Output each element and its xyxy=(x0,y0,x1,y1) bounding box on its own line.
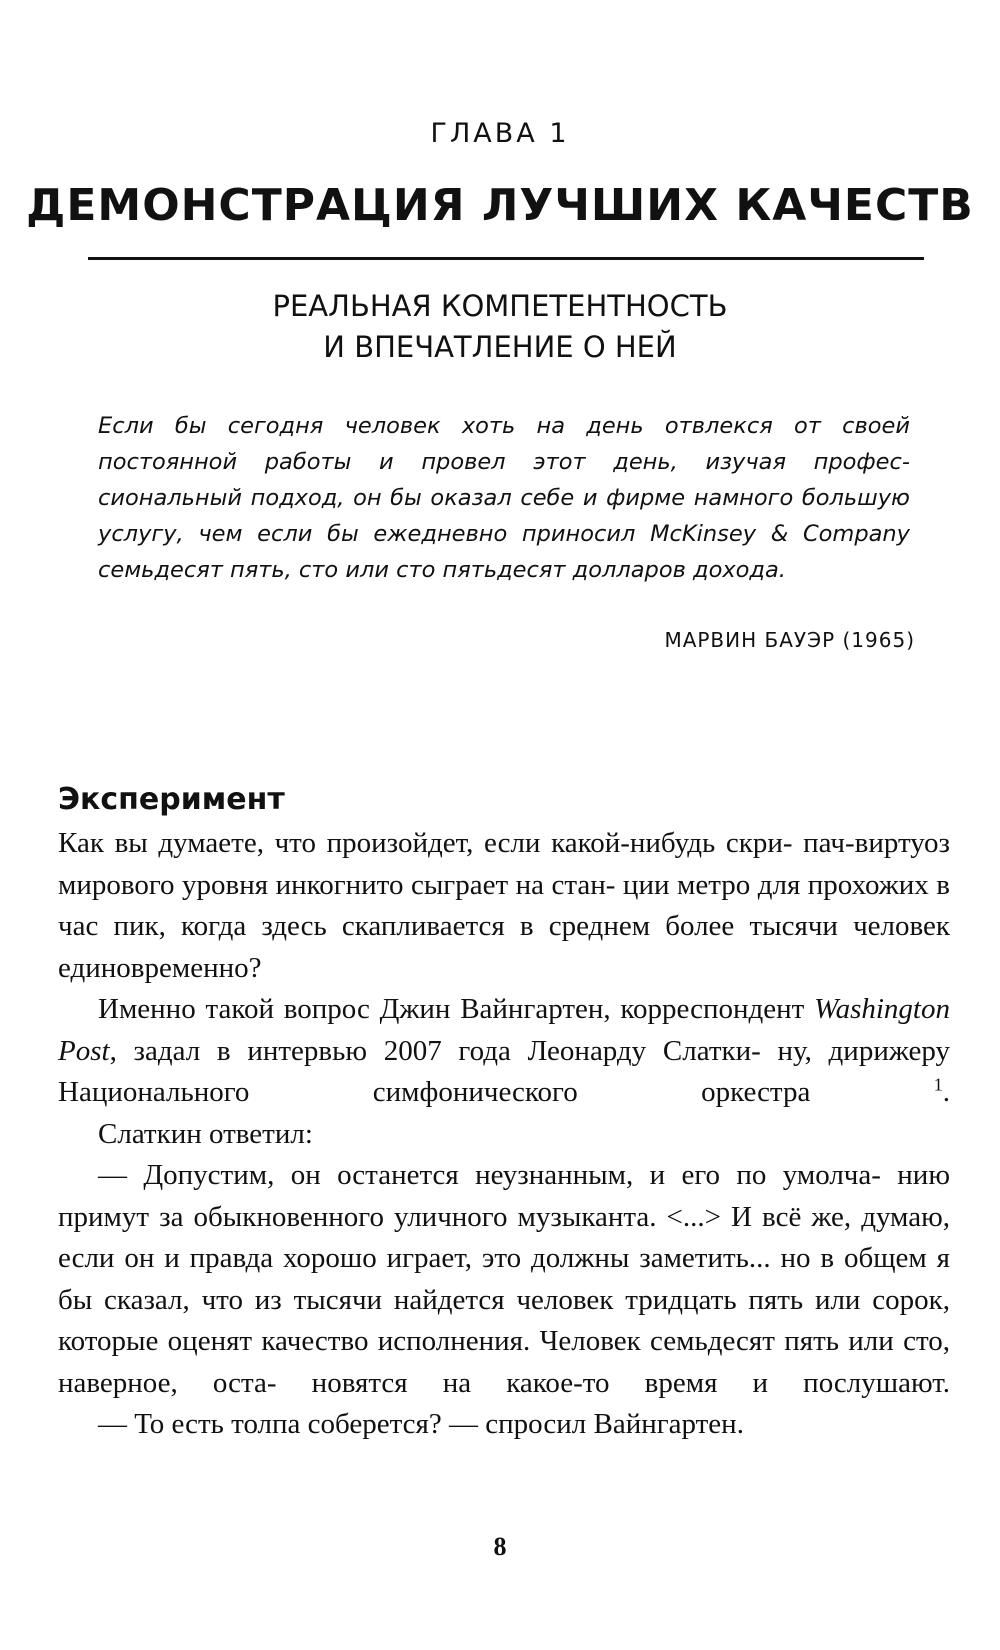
body-text xyxy=(58,823,950,1446)
paragraph-2-rest: , задал в интервью 2007 года Леонарду Слатки- ну, дирижеру Национального симфонического оркестра xyxy=(58,1034,950,1108)
footnote-reference[interactable]: 1 xyxy=(933,1074,943,1095)
paragraph-4: — Допустим, он останется неузнанным, и его по умолча- нию примут за обыкновенного уличного музыканта. <...> И всё же, думаю, если он и правда хорошо играет, это должны заметить... но в общем я бы сказал, что из тысячи найдется человек тридцать пять или сорок, которые оценят качество исполнения. Человек семьдесят пять или сто, наверное, оста- новятся на какое-то время и послушают. xyxy=(58,1159,950,1399)
paragraph-2-end: . xyxy=(942,1076,950,1108)
page-number: 8 xyxy=(493,1532,507,1561)
section-title-line-2: И ВПЕЧАТЛЕНИЕ О НЕЙ xyxy=(323,330,677,364)
paragraph-1: Как вы думаете, что произойдет, если какой-нибудь скри- пач-виртуоз мирового уровня инкогнито сыграет на стан- ции метро для прохожих в час пик, когда здесь скапливается в среднем более тысячи человек единовременно? xyxy=(58,827,950,984)
paragraph-5: — То есть толпа соберется? — спросил Вайнгартен. xyxy=(98,1408,744,1440)
paragraph-2 xyxy=(58,989,950,1114)
epigraph-author: МАРВИН БАУЭР (1965) xyxy=(664,628,915,652)
paragraph-3: Слаткин ответил: xyxy=(98,1117,313,1150)
chapter-title: ДЕМОНСТРАЦИЯ ЛУЧШИХ КАЧЕСТВ xyxy=(26,180,974,231)
epigraph-quote: Если бы сегодня человек хоть на день отвлекся от своей постоянной работы и провел этот день, изучая профес- сиональный подход, он бы оказал себе и фирме намного большую услугу, чем если бы ежедневно приносил McKinsey & Company семьдесят пять, сто или сто пятьдесят долларов дохода. xyxy=(98,413,910,583)
paragraph-2-start: Именно такой вопрос Джин Вайнгартен, корреспондент xyxy=(98,993,815,1025)
title-divider xyxy=(88,257,924,260)
publication-name: Washington Post xyxy=(58,993,950,1067)
section-title-line-1: РЕАЛЬНАЯ КОМПЕТЕНТНОСТЬ xyxy=(272,289,728,323)
section-title xyxy=(0,286,1000,368)
chapter-label: ГЛАВА 1 xyxy=(430,118,570,149)
subheading: Эксперимент xyxy=(58,782,285,817)
